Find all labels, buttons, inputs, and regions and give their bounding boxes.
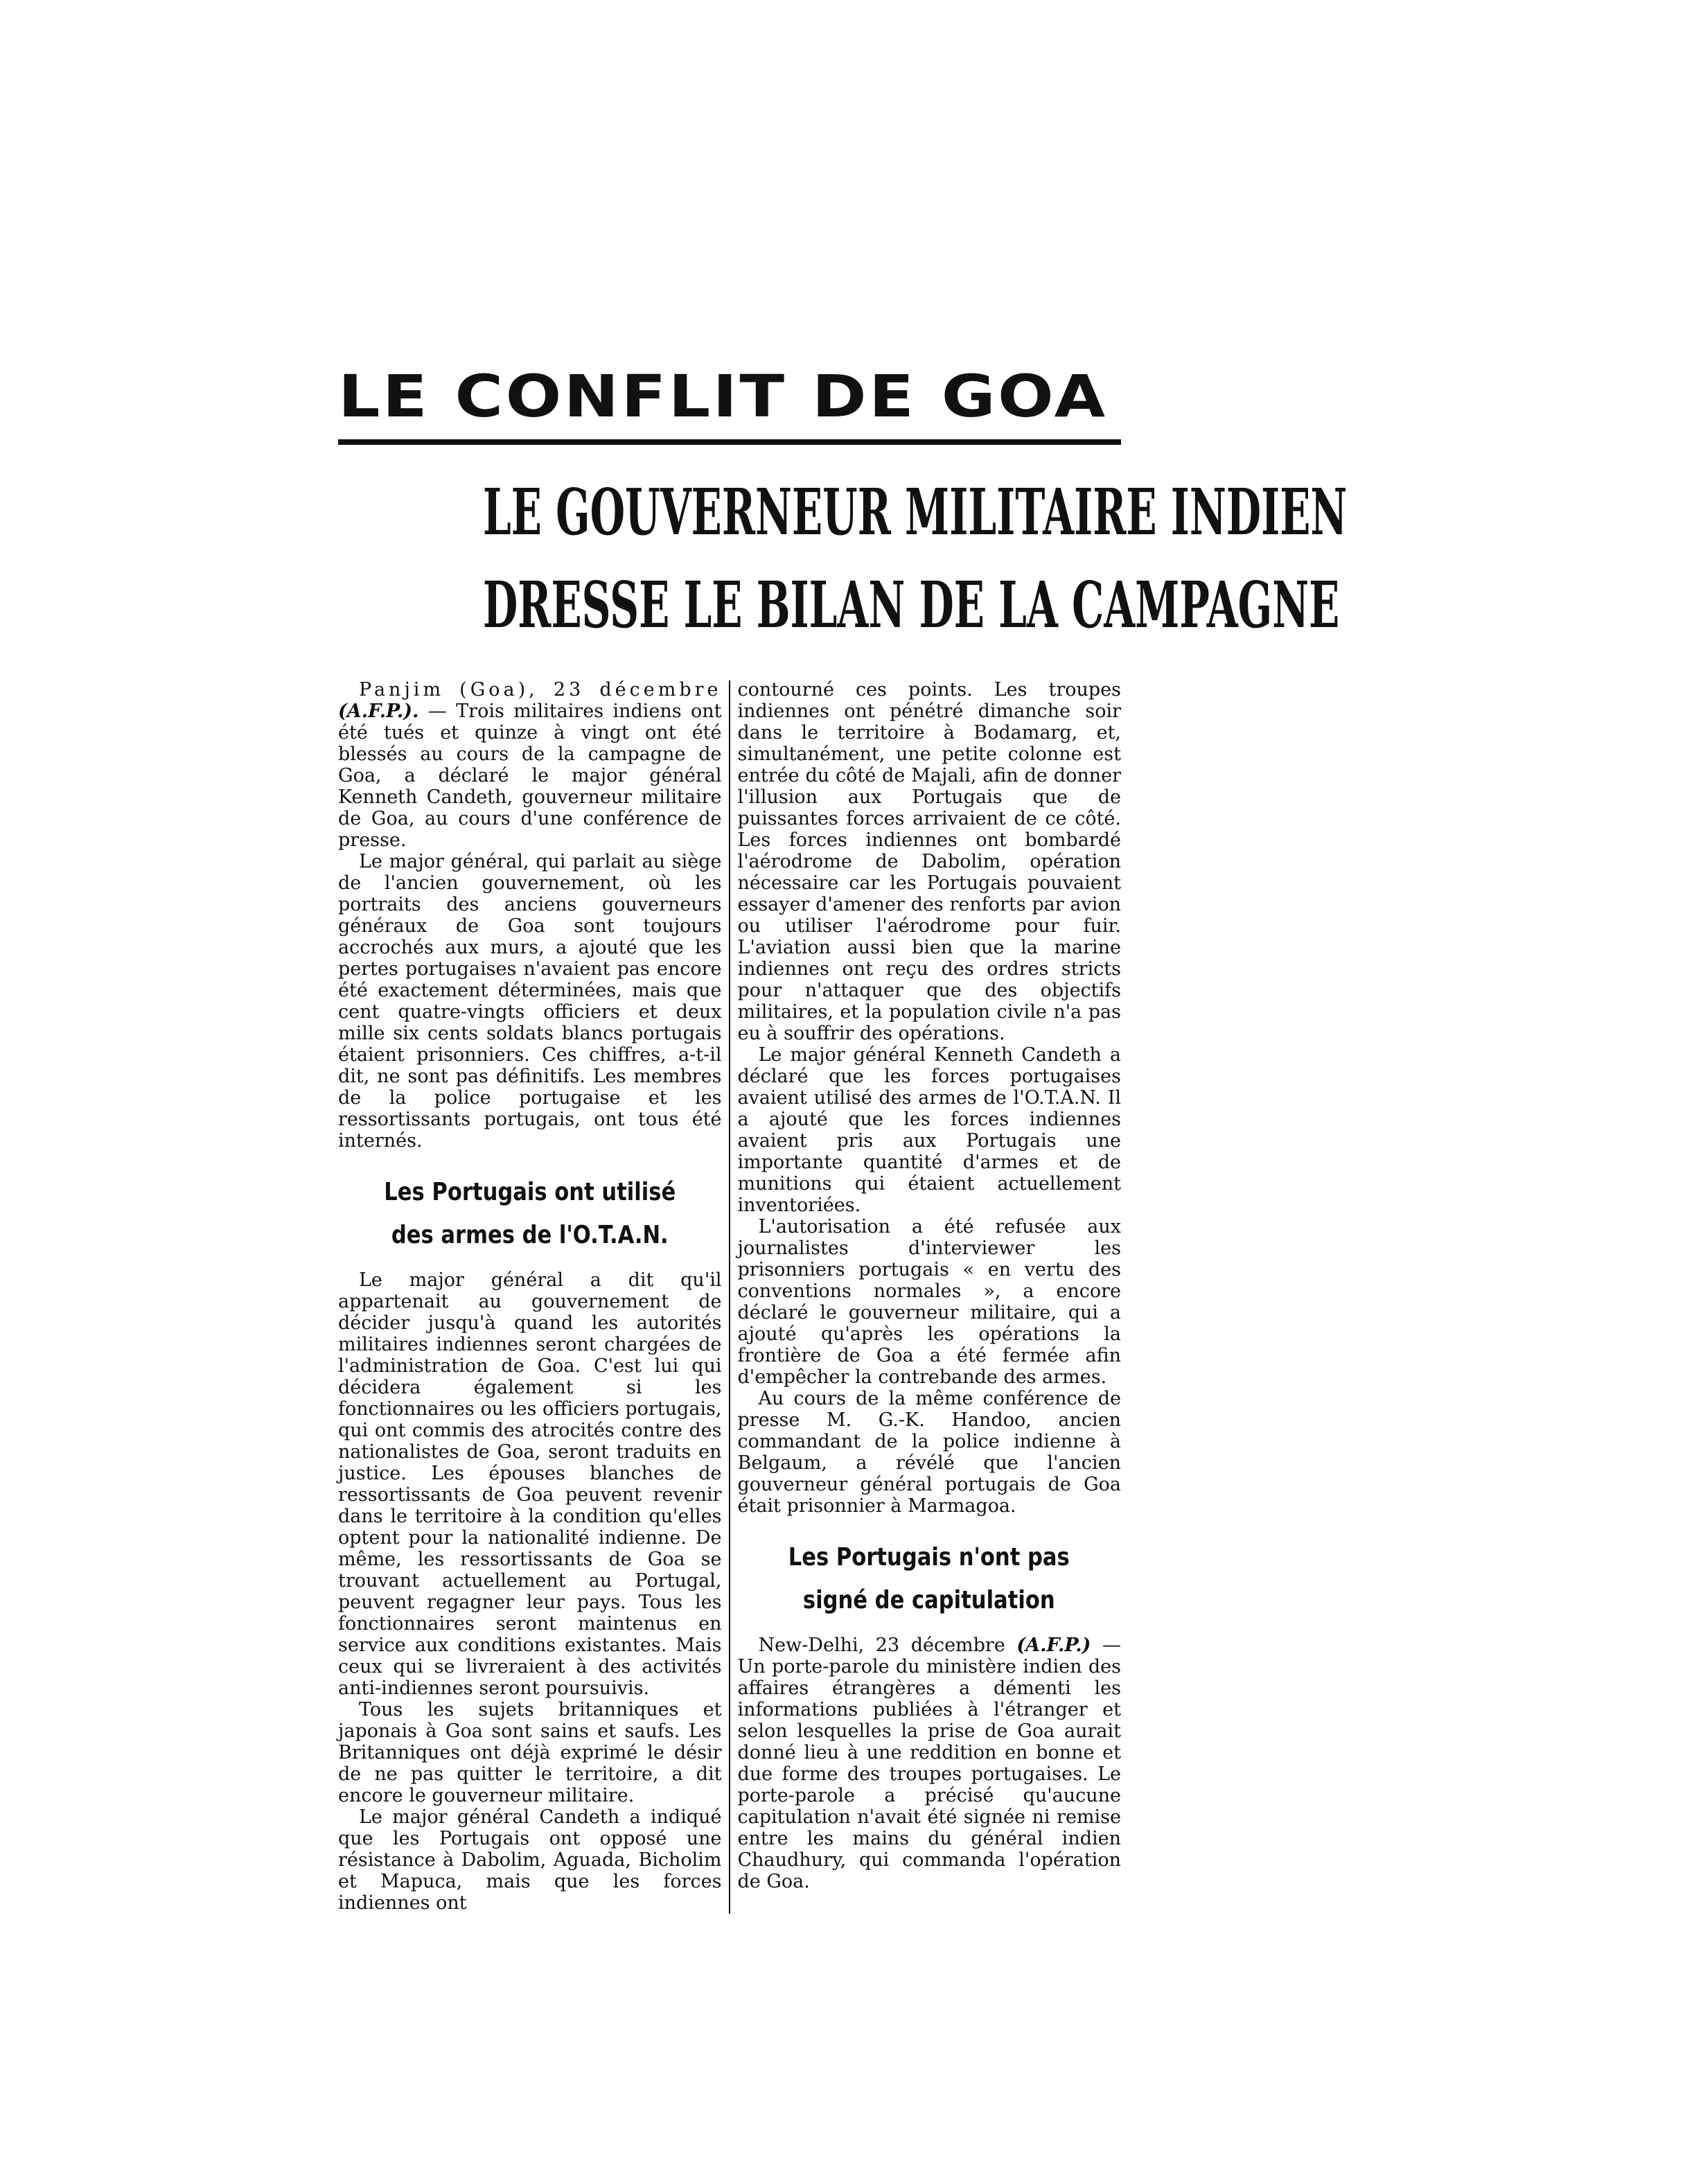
- paragraph: Le major général, qui parlait au siège de l'ancien gouvernement, où les portraits des anciens gouverneurs généraux de Goa sont toujours accrochés aux murs, a ajouté que les pertes portugaises n'avaient pas encore été exactement déterminées, mais que cent quatre-vingts officiers et deux mille six cents soldats blancs portugais étaient prisonniers. Ces chiffres, a-t-il dit, ne sont pas définitifs. Les membres de la police portugaise et les ressortissants portugais, ont tous été internés.: [338, 851, 722, 1152]
- left-column: [338, 679, 729, 1914]
- paragraph: [338, 679, 722, 851]
- subheading: [338, 1171, 722, 1257]
- agency-tag: (A.F.P.): [1016, 1635, 1091, 1656]
- subheading-line-2: signé de capitulation: [803, 1586, 1056, 1614]
- headline-line-1: LE GOUVERNEUR MILITAIRE INDIEN: [483, 475, 1348, 549]
- paragraph: contourné ces points. Les troupes indiennes ont pénétré dimanche soir dans le territoire à Bodamarg, et, simultanément, une petite colonne est entrée du côté de Majali, afin de donner l'illusion aux Portugais que de puissantes forces arrivaient de ce côté. Les forces indiennes ont bombardé l'aérodrome de Dabolim, opération nécessaire car les Portugais pouvaient essayer d'amener des renforts par avion ou utiliser l'aérodrome pour fuir. L'aviation aussi bien que la marine indiennes ont reçu des ordres stricts pour n'attaquer que des objectifs militaires, et la population civile n'a pas eu à souffrir des opérations.: [737, 679, 1121, 1044]
- right-column: [730, 679, 1121, 1914]
- article-body: [338, 679, 1121, 1914]
- kicker-title: LE CONFLIT DE GOA: [338, 362, 1108, 430]
- paragraph: Tous les sujets britanniques et japonais à Goa sont sains et saufs. Les Britanniques ont déjà exprimé le désir de ne pas quitter le territoire, a dit encore le gouverneur militaire.: [338, 1699, 722, 1806]
- paragraph: Le major général Candeth a indiqué que les Portugais ont opposé une résistance à Dabolim, Aguada, Bicholim et Mapuca, mais que les forces indiennes ont: [338, 1806, 722, 1914]
- subheading-line-2: des armes de l'O.T.A.N.: [391, 1221, 669, 1249]
- headline: [338, 466, 1348, 651]
- subheading-line-1: Les Portugais n'ont pas: [788, 1543, 1070, 1571]
- subheading: [737, 1536, 1121, 1622]
- newspaper-article: [338, 346, 1348, 1914]
- paragraph: L'autorisation a été refusée aux journalistes d'interviewer les prisonniers portugais « en vertu des conventions normales », a encore déclaré le gouverneur militaire, qui a ajouté qu'après les opérations la frontière de Goa a été fermée afin d'empêcher la contrebande des armes.: [737, 1216, 1121, 1388]
- paragraph-text: — Trois militaires indiens ont été tués et quinze à vingt ont été blessés au cours de la campagne de Goa, a déclaré le major général Kenneth Candeth, gouverneur militaire de Goa, au cours d'une conférence de presse.: [338, 701, 722, 851]
- paragraph: Le major général a dit qu'il appartenait au gouvernement de décider jusqu'à quand les autorités militaires indiennes seront chargées de l'administration de Goa. C'est lui qui décidera également si les fonctionnaires ou les officiers portugais, qui ont commis des atrocités contre des nationalistes de Goa, seront traduits en justice. Les épouses blanches de ressortissants de Goa peuvent revenir dans le territoire à la condition qu'elles optent pour la nationalité indienne. De même, les ressortissants de Goa se trouvant actuellement au Portugal, peuvent regagner leur pays. Tous les fonctionnaires seront maintenus en service aux conditions existantes. Mais ceux qui se livreraient à des activités anti-indiennes seront poursuivis.: [338, 1269, 722, 1699]
- headline-line-2: DRESSE LE BILAN DE LA CAMPAGNE: [483, 567, 1340, 642]
- agency-tag: (A.F.P.).: [338, 701, 419, 722]
- paragraph-text: — Un porte-parole du ministère indien des affaires étrangères a démenti les informations publiées à l'étranger et selon lesquelles la prise de Goa aurait donné lieu à une reddition en bonne et due forme des troupes portugaises. Le porte-parole a précisé qu'aucune capitulation n'avait été signée ni remise entre les mains du général indien Chaudhury, qui commanda l'opération de Goa.: [737, 1635, 1121, 1892]
- subheading-line-1: Les Portugais ont utilisé: [384, 1178, 676, 1206]
- title-rule: [338, 439, 1121, 445]
- paragraph: Le major général Kenneth Candeth a déclaré que les forces portugaises avaient utilisé des armes de l'O.T.A.N. Il a ajouté que les forces indiennes avaient pris aux Portugais une importante quantité d'armes et de munitions qui étaient actuellement inventoriées.: [737, 1044, 1121, 1216]
- paragraph: [737, 1635, 1121, 1892]
- dateline: Panjim (Goa), 23 décembre: [359, 679, 722, 701]
- dateline: New-Delhi, 23 décembre: [758, 1635, 1005, 1656]
- paragraph: Au cours de la même conférence de presse M. G.-K. Handoo, ancien commandant de la police indienne à Belgaum, a révélé que l'ancien gouverneur général portugais de Goa était prisonnier à Marmagoa.: [737, 1388, 1121, 1517]
